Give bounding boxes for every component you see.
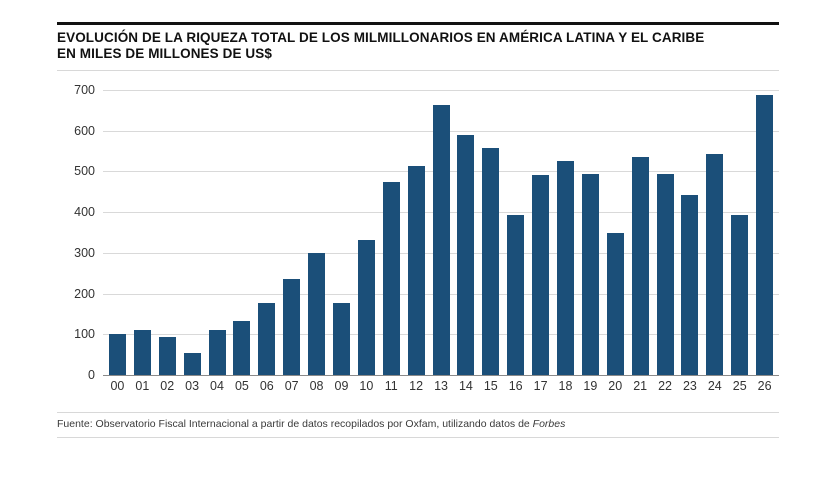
bar[interactable] [333, 303, 350, 375]
bar[interactable] [358, 240, 375, 375]
bar-slot [155, 90, 180, 375]
bar-slot [404, 90, 429, 375]
bar-slot [603, 90, 628, 375]
bar-slot [279, 90, 304, 375]
x-tick-label: 23 [682, 379, 697, 393]
bar-slot [677, 90, 702, 375]
x-tick-label: 10 [359, 379, 374, 393]
bar[interactable] [408, 166, 425, 375]
x-tick-label: 00 [110, 379, 125, 393]
bar-slot [578, 90, 603, 375]
x-tick-label: 09 [334, 379, 349, 393]
bar[interactable] [681, 195, 698, 375]
x-tick-label: 01 [135, 379, 150, 393]
x-axis-labels [103, 379, 779, 393]
x-tick-label: 21 [633, 379, 648, 393]
bar[interactable] [632, 157, 649, 375]
bar[interactable] [109, 334, 126, 375]
bar-slot [329, 90, 354, 375]
x-tick-label: 08 [309, 379, 324, 393]
x-tick-label: 13 [434, 379, 448, 393]
bar-slot [503, 90, 528, 375]
bar[interactable] [159, 337, 176, 375]
title-line-2: EN MILES DE MILLONES DE US$ [57, 46, 272, 61]
y-tick-label: 700 [74, 83, 95, 97]
bar[interactable] [433, 105, 450, 375]
bar[interactable] [657, 174, 674, 375]
bar-slot [727, 90, 752, 375]
x-tick-label: 24 [707, 379, 722, 393]
bar[interactable] [532, 175, 549, 375]
bar[interactable] [258, 303, 275, 375]
y-tick-label: 500 [74, 164, 95, 179]
x-tick-label: 17 [533, 379, 548, 393]
x-tick-label: 02 [160, 379, 175, 393]
x-tick-label: 12 [409, 379, 424, 393]
bar[interactable] [607, 233, 624, 375]
bar[interactable] [308, 253, 325, 375]
x-tick-label: 26 [757, 379, 772, 393]
y-tick-label: 0 [88, 368, 95, 382]
bar-slot [229, 90, 254, 375]
bar-slot [528, 90, 553, 375]
bar-slot [478, 90, 503, 375]
source-italic: Forbes [532, 418, 566, 430]
y-tick-label: 300 [74, 245, 95, 260]
bar-slot [429, 90, 454, 375]
bar-slot [304, 90, 329, 375]
source-text: Fuente: Observatorio Fiscal Internacional a partir de datos recopilados por Oxfam, utilizando datos de [57, 418, 533, 430]
y-tick-label: 600 [74, 123, 95, 138]
x-tick-label: 04 [210, 379, 224, 393]
y-tick-label: 200 [74, 286, 95, 301]
bar[interactable] [283, 279, 300, 375]
bar-slot [553, 90, 578, 375]
x-tick-label: 18 [558, 379, 573, 393]
bar-slot [453, 90, 478, 375]
x-tick-label: 16 [508, 379, 523, 393]
bar-slot [205, 90, 230, 375]
title-divider [57, 70, 779, 71]
x-tick-label: 25 [732, 379, 747, 393]
source-note [57, 418, 779, 430]
bar[interactable] [756, 95, 773, 375]
x-tick-label: 11 [384, 379, 398, 393]
x-tick-label: 15 [483, 379, 498, 393]
bar[interactable] [134, 330, 151, 375]
plot-canvas [74, 83, 779, 382]
bar[interactable] [557, 161, 574, 375]
bar-slot [254, 90, 279, 375]
x-tick-label: 14 [458, 379, 473, 393]
bar[interactable] [731, 215, 748, 375]
bar[interactable] [184, 353, 201, 375]
bar[interactable] [582, 174, 599, 375]
bar-series [103, 90, 779, 375]
bar-slot [180, 90, 205, 375]
bar-slot [105, 90, 130, 375]
x-tick-label: 05 [234, 379, 249, 393]
bar-slot [130, 90, 155, 375]
bar[interactable] [209, 330, 226, 375]
x-tick-label: 19 [583, 379, 598, 393]
bar-slot [752, 90, 777, 375]
source-divider-top [57, 412, 779, 413]
x-tick-label: 06 [259, 379, 274, 393]
bar[interactable] [233, 321, 250, 375]
bar[interactable] [383, 182, 400, 375]
plot-area [57, 82, 779, 402]
x-tick-label: 07 [284, 379, 299, 393]
y-tick-label: 400 [74, 205, 95, 220]
bar[interactable] [507, 215, 524, 375]
x-tick-label: 20 [608, 379, 623, 393]
bar-slot [653, 90, 678, 375]
bar[interactable] [706, 154, 723, 375]
bar-slot [628, 90, 653, 375]
top-divider [57, 22, 779, 25]
bar-slot [702, 90, 727, 375]
bar[interactable] [482, 148, 499, 375]
x-tick-label: 22 [658, 379, 672, 393]
title-line-1: EVOLUCIÓN DE LA RIQUEZA TOTAL DE LOS MILMILLONARIOS EN AMÉRICA LATINA Y EL CARIBE [57, 30, 705, 45]
bar-slot [379, 90, 404, 375]
page-title [57, 30, 757, 62]
gridline [103, 375, 779, 376]
y-tick-label: 100 [74, 327, 95, 342]
bar[interactable] [457, 135, 474, 375]
bar-slot [354, 90, 379, 375]
source-divider-bottom [57, 437, 779, 438]
x-tick-label: 03 [185, 379, 200, 393]
